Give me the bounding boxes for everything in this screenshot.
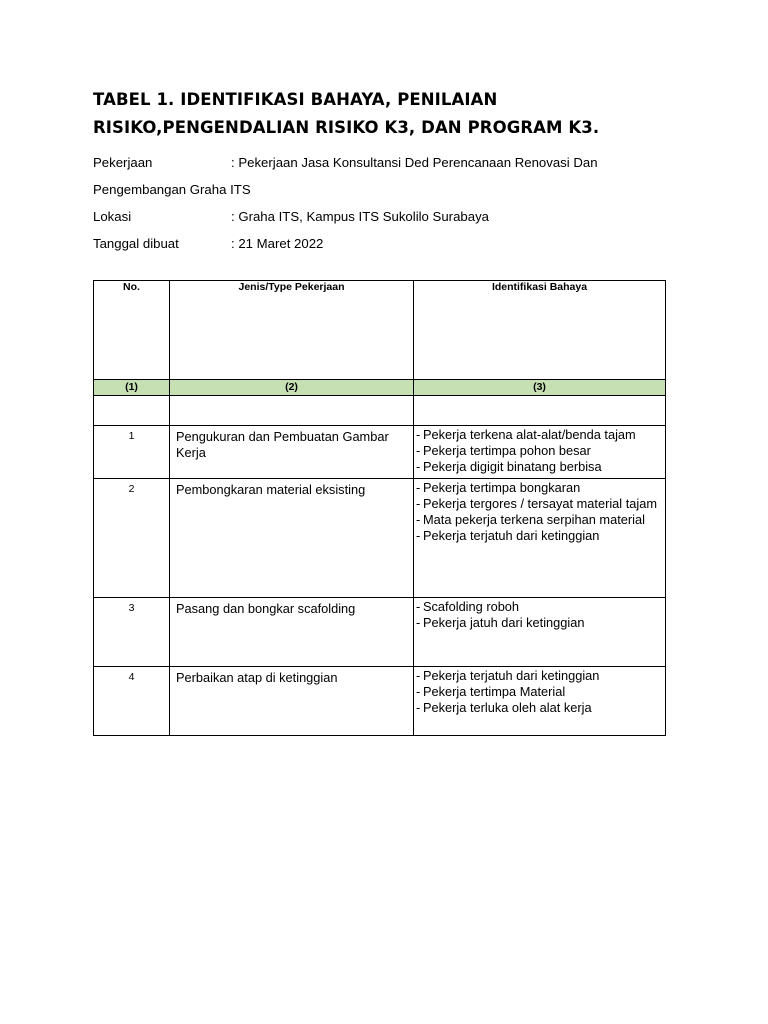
hazard-item: - Pekerja terjatuh dari ketinggian — [416, 668, 600, 683]
hazard-text: Pekerja jatuh dari ketinggian — [423, 615, 585, 630]
hazard-item: - Pekerja tertimpa pohon besar — [416, 443, 591, 458]
blank-cell — [94, 396, 170, 426]
hazard-text: Pekerja tertimpa Material — [423, 684, 566, 699]
column-number-row — [94, 380, 666, 396]
document-title: TABEL 1. IDENTIFIKASI BAHAYA, PENILAIAN RISIKO,PENGENDALIAN RISIKO K3, DAN PROGRAM K3. — [93, 90, 600, 137]
hazard-text: Pekerja tertimpa pohon besar — [423, 443, 591, 458]
hazard-list — [416, 480, 665, 544]
row-number: 3 — [94, 598, 170, 667]
hazard-item: - Scafolding roboh — [416, 599, 520, 614]
hazard-cell — [414, 667, 666, 736]
job-type-cell: Pasang dan bongkar scafolding — [170, 598, 414, 667]
hazard-cell — [414, 426, 666, 479]
hazard-item: - Pekerja tertimpa Material — [416, 684, 566, 699]
tanggal-value: : 21 Maret 2022 — [231, 236, 324, 251]
header-job-type: Jenis/Type Pekerjaan — [170, 281, 414, 380]
hazard-cell — [414, 479, 666, 598]
column-number-1: (1) — [94, 380, 170, 396]
hazard-text: Pekerja terjatuh dari ketinggian — [423, 528, 600, 543]
tanggal-label: Tanggal dibuat — [93, 236, 179, 251]
job-type-cell: Pengukuran dan Pembuatan Gambar Kerja — [170, 426, 414, 479]
hazard-item: - Pekerja terkena alat-alat/benda tajam — [416, 427, 636, 442]
lokasi-value: : Graha ITS, Kampus ITS Sukolilo Surabaya — [231, 209, 490, 224]
header-no: No. — [94, 281, 170, 380]
hazard-text: Pekerja tergores / tersayat material tajam — [423, 496, 657, 511]
hazard-list — [416, 427, 665, 475]
lokasi-label: Lokasi — [93, 209, 132, 224]
table-row — [94, 479, 666, 598]
hazard-text: Pekerja tertimpa bongkaran — [423, 480, 581, 495]
hazard-item: - Pekerja tertimpa bongkaran — [416, 480, 581, 495]
hazard-text: Pekerja terkena alat-alat/benda tajam — [423, 427, 636, 442]
hazard-item: - Mata pekerja terkena serpihan material — [416, 512, 645, 527]
table-header-row — [94, 281, 666, 380]
hazard-text: Pekerja terjatuh dari ketinggian — [423, 668, 600, 683]
header-hazard-identification: Identifikasi Bahaya — [414, 281, 666, 380]
hazard-item: - Pekerja jatuh dari ketinggian — [416, 615, 585, 630]
hazard-table — [93, 280, 666, 736]
column-number-3: (3) — [414, 380, 666, 396]
row-number: 1 — [94, 426, 170, 479]
pekerjaan-value-continued: Pengembangan Graha ITS — [93, 182, 251, 197]
blank-row — [94, 396, 666, 426]
hazard-text: Mata pekerja terkena serpihan material — [423, 512, 645, 527]
hazard-item: - Pekerja digigit binatang berbisa — [416, 459, 602, 474]
hazard-text: Pekerja terluka oleh alat kerja — [423, 700, 592, 715]
hazard-item: - Pekerja terjatuh dari ketinggian — [416, 528, 600, 543]
hazard-list — [416, 599, 665, 631]
hazard-cell — [414, 598, 666, 667]
row-number: 4 — [94, 667, 170, 736]
hazard-list — [416, 668, 665, 716]
hazard-item: - Pekerja tergores / tersayat material tajam — [416, 496, 657, 511]
table-row — [94, 426, 666, 479]
table-row — [94, 667, 666, 736]
job-type-cell: Pembongkaran material eksisting — [170, 479, 414, 598]
job-type-cell: Perbaikan atap di ketinggian — [170, 667, 414, 736]
pekerjaan-value: : Pekerjaan Jasa Konsultansi Ded Perencanaan Renovasi Dan — [231, 155, 598, 170]
hazard-item: - Pekerja terluka oleh alat kerja — [416, 700, 592, 715]
column-number-2: (2) — [170, 380, 414, 396]
row-number: 2 — [94, 479, 170, 598]
hazard-text: Scafolding roboh — [423, 599, 520, 614]
hazard-text: Pekerja digigit binatang berbisa — [423, 459, 602, 474]
blank-cell — [414, 396, 666, 426]
blank-cell — [170, 396, 414, 426]
pekerjaan-label: Pekerjaan — [93, 155, 153, 170]
table-row — [94, 598, 666, 667]
